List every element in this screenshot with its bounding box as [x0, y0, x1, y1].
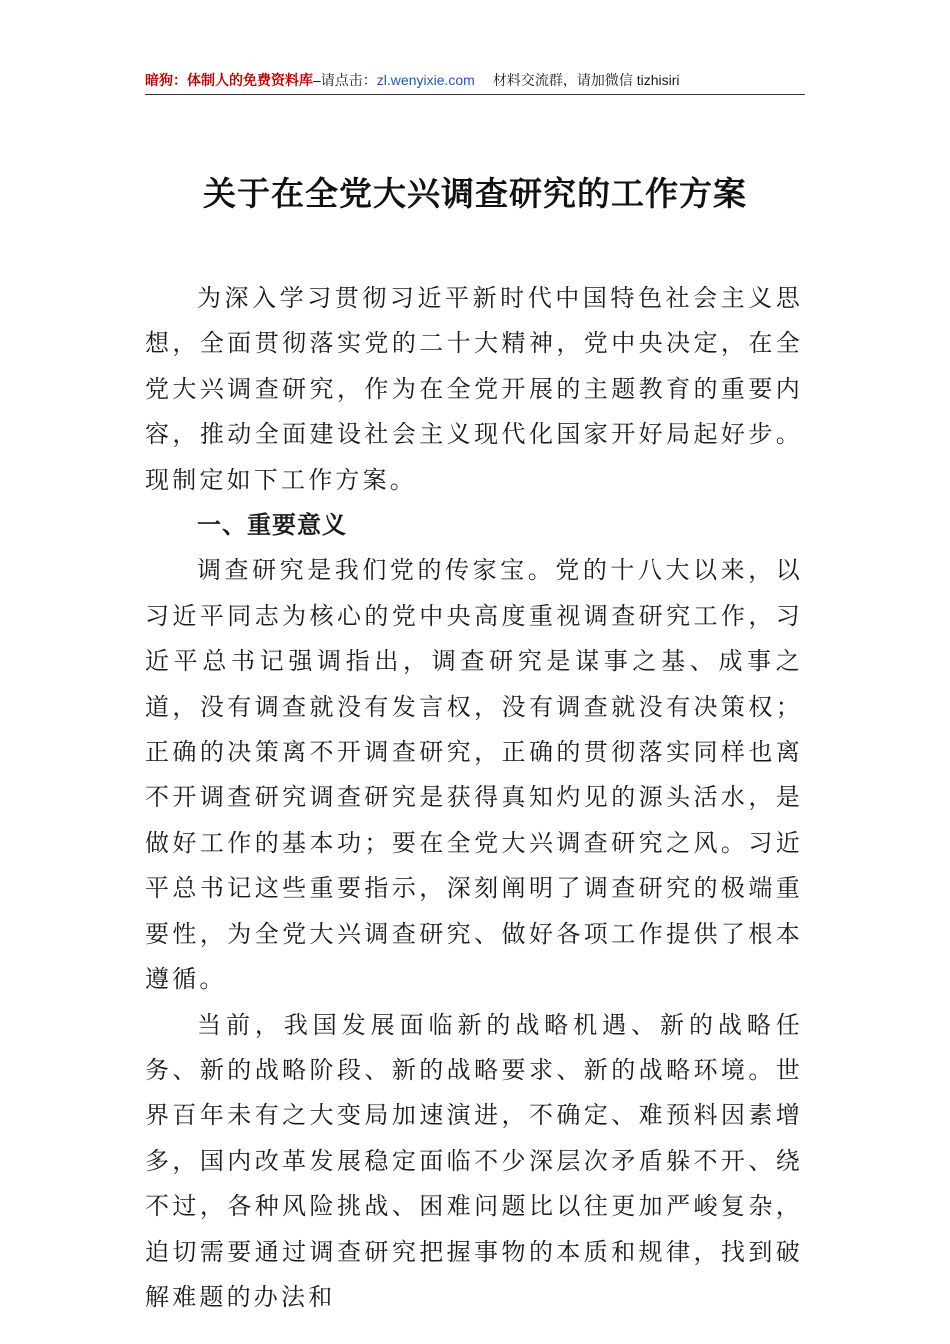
header-link[interactable]: zl.wenyixie.com [376, 72, 475, 88]
header-brand: 暗狗：体制人的免费资料库 [145, 72, 313, 88]
section-paragraph-2: 当前，我国发展面临新的战略机遇、新的战略任务、新的战略阶段、新的战略要求、新的战略环境。世界百年未有之大变局加速演进，不确定、难预料因素增多，国内改革发展稳定面临不少深层次矛盾躲不开、绕不过，各种风险挑战、困难问题比以往更加严峻复杂，迫切需要通过调查研究把握事物的本质和规律，找到破解难题的办法和 [145, 1010, 803, 1311]
document-title: 关于在全党大兴调查研究的工作方案 [203, 174, 747, 213]
section-paragraph-1: 调查研究是我们党的传家宝。党的十八大以来，以习近平同志为核心的党中央高度重视调查研究工作，习近平总书记强调指出，调查研究是谋事之基、成事之道，没有调查就没有发言权，没有调查就没有决策权；正确的决策离不开调查研究，正确的贯彻落实同样也离不开调查研究调查研究是获得真知灼见的源头活水，是做好工作的基本功；要在全党大兴调查研究之风。习近平总书记这些重要指示，深刻阐明了调查研究的极端重要性，为全党大兴调查研究、做好各项工作提供了根本遵循。 [145, 556, 803, 994]
section-heading: 一、重要意义 [197, 511, 347, 540]
header-prompt: –请点击： [313, 72, 377, 88]
header-contact: 材料交流群，请加微信 tizhisiri [492, 72, 680, 88]
page-header [145, 70, 805, 94]
header-divider [145, 94, 805, 95]
document-body [145, 276, 803, 1320]
intro-paragraph: 为深入学习贯彻习近平新时代中国特色社会主义思想，全面贯彻落实党的二十大精神，党中央决定，在全党大兴调查研究，作为在全党开展的主题教育的重要内容，推动全面建设社会主义现代化国家开好局起好步。现制定如下工作方案。 [145, 284, 803, 494]
